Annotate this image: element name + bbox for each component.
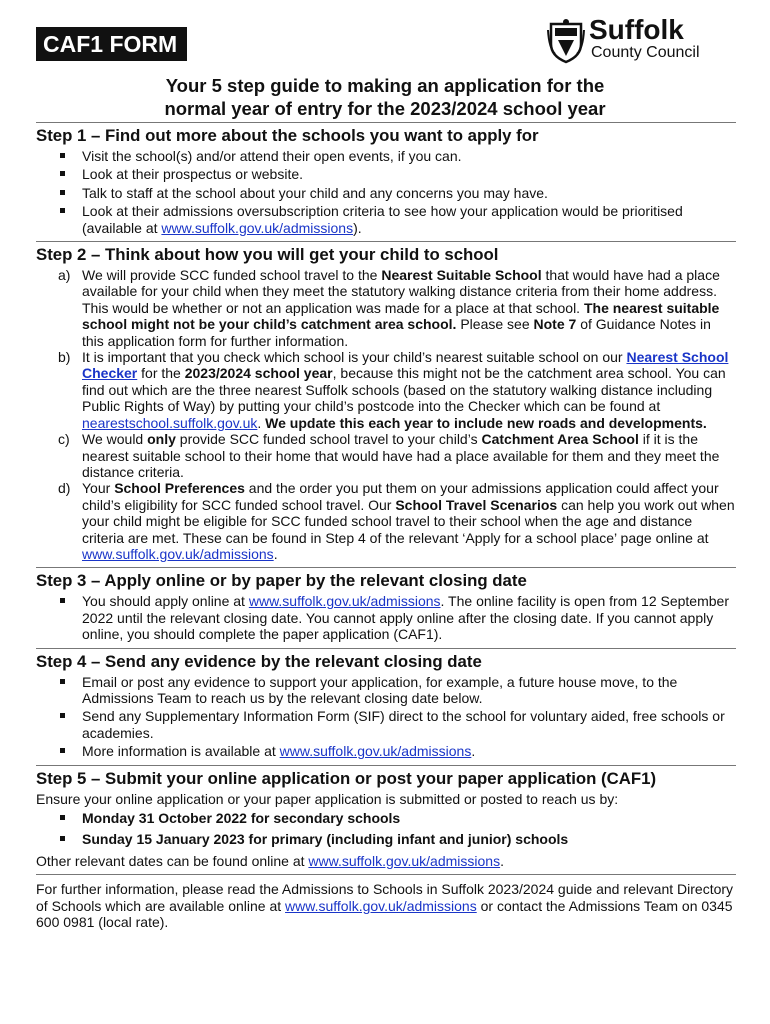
form-label-badge: CAF1 FORM <box>36 27 187 61</box>
list-item: Talk to staff at the school about your child and any concerns you may have. <box>36 185 736 201</box>
step-1-heading: Step 1 – Find out more about the schools you want to apply for <box>36 126 539 145</box>
admissions-link[interactable]: www.suffolk.gov.uk/admissions <box>285 897 477 914</box>
page-title <box>0 74 770 120</box>
admissions-link[interactable]: www.suffolk.gov.uk/admissions <box>308 852 501 869</box>
admissions-link[interactable]: www.suffolk.gov.uk/admissions <box>279 743 472 760</box>
closing-date-secondary: Monday 31 October 2022 for secondary schools <box>36 810 736 826</box>
list-item-d: d) Your School Preferences and the order you put them on your admissions application could affect your child’s eligibility for SCC funded school travel. Our School Travel Scenarios can help you work out when your child might be eligible for SCC funded school travel to their school when the age and distance criteria are met. These can be found in Step 4 of the relevant ‘Apply for a school place’ page online at www.suffolk.gov.uk/admissions. <box>58 480 735 562</box>
list-item-b: b) It is important that you check which school is your child’s nearest suitable school on our Nearest School Checker for the 2023/2024 school year, because this might not be the catchment area school. You can find out which are the three nearest Suffolk schools (based on the statutory walking distance including Public Rights of Way) by putting your child’s postcode into the Checker which can be found at nearestschool.suffolk.gov.uk. We update this each year to include new roads and developments. <box>58 349 729 431</box>
further-info-footer: For further information, please read the Admissions to Schools in Suffolk 2023/2024 guide and relevant Directory of Schools which are available online at www.suffolk.gov.uk/admissions or contact the Admissions Team on 0345 600 0981 (local rate). <box>36 874 736 930</box>
step-5-heading: Step 5 – Submit your online application or post your paper application (CAF1) <box>36 768 657 788</box>
other-dates: Other relevant dates can be found online at www.suffolk.gov.uk/admissions. <box>36 852 504 869</box>
step-3-section <box>36 567 736 642</box>
step-2-heading: Step 2 – Think about how you will get your child to school <box>36 245 499 265</box>
step-3-heading: Step 3 – Apply online or by paper by the relevant closing date <box>36 571 527 591</box>
step-2-section <box>36 241 736 562</box>
step-4-section <box>36 648 736 760</box>
logo-name: Suffolk <box>589 14 684 45</box>
admissions-link[interactable]: www.suffolk.gov.uk/admissions <box>248 593 441 610</box>
title-line-1: Your 5 step guide to making an application for the <box>165 75 605 96</box>
nearest-school-checker-link[interactable]: Nearest School Checker <box>82 349 729 382</box>
list-item: Look at their admissions oversubscription criteria to see how your application would be prioritised (available at www.suffolk.gov.uk/admissions). <box>36 203 736 236</box>
list-item: You should apply online at www.suffolk.gov.uk/admissions. The online facility is open from 12 September 2022 until the relevant closing date. You cannot apply online after the closing date. If you cannot apply online, you should complete the paper application (CAF1). <box>36 593 736 642</box>
list-item: Email or post any evidence to support your application, for example, a future house move, to the Admissions Team to reach us by the relevant closing date below. <box>36 674 736 707</box>
suffolk-crest-icon <box>547 18 585 64</box>
list-item: More information is available at www.suffolk.gov.uk/admissions. <box>36 743 736 759</box>
title-line-2: normal year of entry for the 2023/2024 school year <box>164 98 606 119</box>
admissions-link[interactable]: www.suffolk.gov.uk/admissions <box>82 545 274 562</box>
nearestschool-link[interactable]: nearestschool.suffolk.gov.uk <box>82 414 258 431</box>
step-4-heading: Step 4 – Send any evidence by the relevant closing date <box>36 651 482 671</box>
list-item-c: c) We would only provide SCC funded school travel to your child’s Catchment Area School if it is the nearest suitable school to their home that would have had a place available for them and they meet the distance criteria. <box>58 431 720 480</box>
step-5-intro: Ensure your online application or your paper application is submitted or posted to reach us by: <box>36 790 619 807</box>
list-item: Send any Supplementary Information Form (SIF) direct to the school for voluntary aided, free schools or academies. <box>36 708 736 741</box>
list-item: Visit the school(s) and/or attend their open events, if you can. <box>36 148 736 164</box>
list-item: Look at their prospectus or website. <box>36 166 736 182</box>
guide-content <box>36 122 736 933</box>
logo-subtitle: County Council <box>591 44 700 61</box>
list-item-a: a) We will provide SCC funded school travel to the Nearest Suitable School that would have had a place available for your child when they meet the statutory walking distance criteria from their home address. This would be whether or not an application was made for a place at that school. The nearest suitable school might not be your child’s catchment area school. Please see Note 7 of Guidance Notes in this application form for further information. <box>58 267 720 349</box>
admissions-link[interactable]: www.suffolk.gov.uk/admissions <box>161 219 354 236</box>
closing-date-primary: Sunday 15 January 2023 for primary (including infant and junior) schools <box>36 831 736 847</box>
step-5-section <box>36 765 736 870</box>
step-1-section <box>36 122 736 236</box>
